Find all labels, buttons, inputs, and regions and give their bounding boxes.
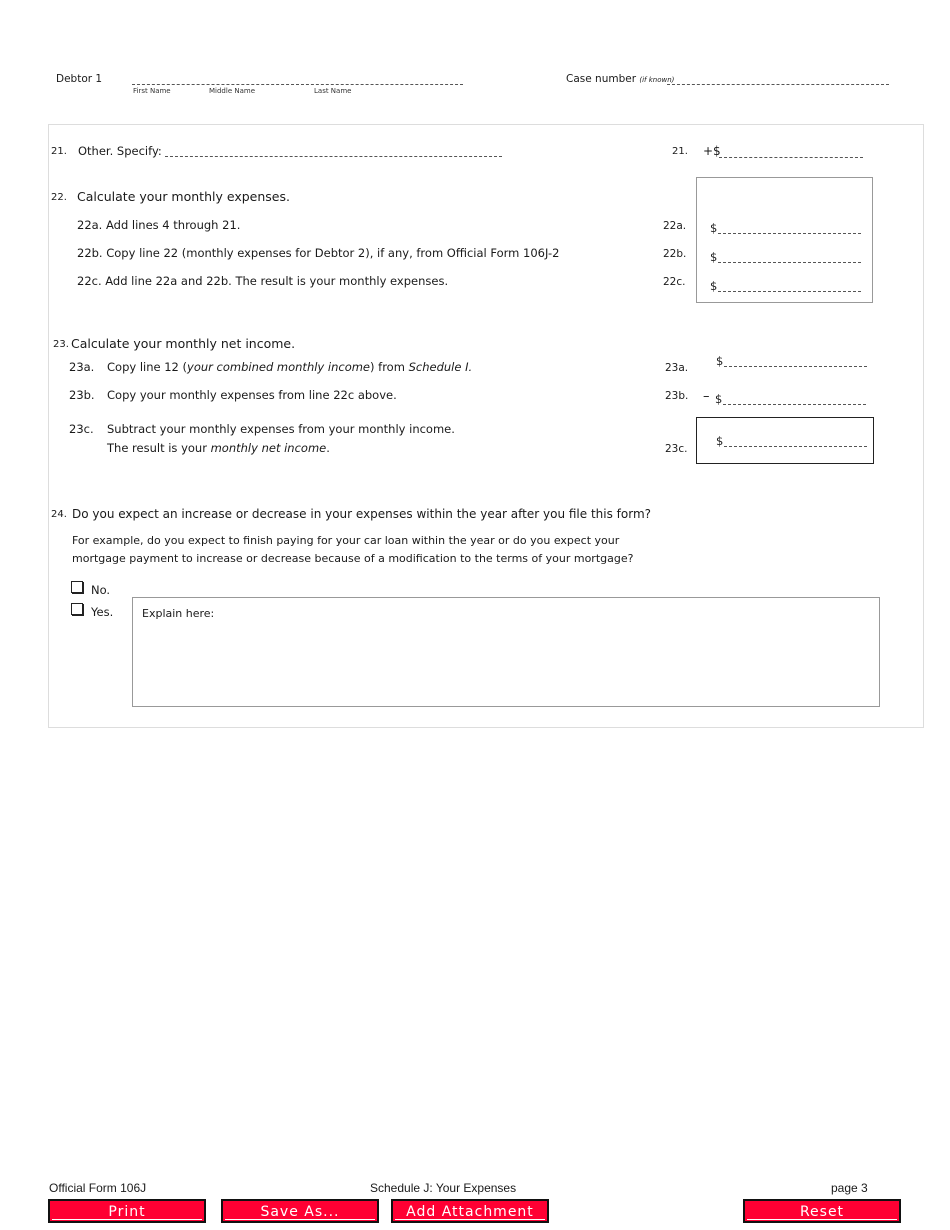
last-name-label: Last Name	[314, 87, 352, 95]
if-known-note: (if known)	[639, 76, 675, 84]
debtor-label: Debtor 1	[56, 73, 103, 85]
line-22c-amount-field[interactable]	[718, 291, 861, 292]
footer-form-name: Official Form 106J	[49, 1181, 147, 1195]
line-23a-dollar: $	[716, 354, 724, 368]
save-as-button-label: Save As...	[260, 1204, 340, 1220]
line-23a-ref: 23a.	[665, 362, 689, 374]
line-23a-text-2: ) from	[370, 360, 409, 374]
line-22b-label: 22b. Copy line 22 (monthly expenses for Debtor 2), if any, from Official Form 106J-2	[77, 246, 560, 260]
line-23c-emphasis: monthly net income	[210, 441, 327, 455]
reset-button[interactable]	[743, 1199, 901, 1223]
no-label: No.	[91, 583, 111, 597]
line-23a-number: 23a.	[69, 360, 95, 374]
no-checkbox[interactable]	[71, 581, 83, 593]
line-23-number: 23.	[53, 339, 69, 350]
save-as-button[interactable]	[221, 1199, 379, 1223]
line-23c-line-2	[107, 441, 330, 455]
line-22a-dollar: $	[710, 221, 718, 235]
line-24-question: Do you expect an increase or decrease in your expenses within the year after you file this form?	[72, 507, 652, 521]
line-23c-line-1: Subtract your monthly expenses from your monthly income.	[107, 422, 455, 436]
yes-label: Yes.	[91, 605, 114, 619]
line-21-ref: 21.	[672, 146, 688, 157]
line-22-total-box	[696, 177, 873, 303]
line-23b-label: Copy your monthly expenses from line 22c above.	[107, 388, 397, 402]
line-22c-ref: 22c.	[663, 276, 686, 288]
middle-name-label: Middle Name	[209, 87, 255, 95]
add-attachment-button[interactable]	[391, 1199, 549, 1223]
line-22a-amount-field[interactable]	[718, 233, 861, 234]
line-23a-text-1: Copy line 12 (	[107, 360, 188, 374]
line-23b-ref: 23b.	[665, 390, 689, 402]
line-23c-period: .	[326, 441, 330, 455]
line-22a-ref: 22a.	[663, 220, 687, 232]
line-23a-emphasis-1: your combined monthly income	[187, 360, 371, 374]
line-23b-dollar: $	[715, 392, 723, 406]
line-23b-minus: –	[703, 389, 710, 404]
explain-textarea[interactable]	[132, 597, 880, 707]
line-23-label: Calculate your monthly net income.	[71, 336, 296, 351]
debtor-name-field[interactable]	[132, 84, 463, 85]
line-21-amount-field[interactable]	[719, 157, 863, 158]
line-23c-amount-field[interactable]	[724, 446, 867, 447]
line-22a-label: 22a. Add lines 4 through 21.	[77, 218, 241, 232]
first-name-label: First Name	[133, 87, 171, 95]
line-23c-ref: 23c.	[665, 443, 688, 455]
add-attachment-button-label: Add Attachment	[406, 1204, 534, 1220]
line-22b-amount-field[interactable]	[718, 262, 861, 263]
line-24-example-2: mortgage payment to increase or decrease because of a modification to the terms of your mortgage?	[72, 552, 634, 565]
line-22c-dollar: $	[710, 279, 718, 293]
print-button-label: Print	[108, 1204, 146, 1220]
line-24-number: 24.	[51, 509, 67, 520]
print-button[interactable]	[48, 1199, 206, 1223]
case-number-label	[566, 73, 674, 85]
footer-page-number: page 3	[831, 1181, 868, 1195]
reset-button-label: Reset	[799, 1204, 845, 1220]
line-22-number: 22.	[51, 192, 67, 203]
line-23c-number: 23c.	[69, 422, 94, 436]
line-23b-number: 23b.	[69, 388, 95, 402]
yes-checkbox[interactable]	[71, 603, 83, 615]
case-number-field[interactable]	[667, 84, 889, 85]
line-23a-label	[107, 360, 472, 374]
line-22-label: Calculate your monthly expenses.	[77, 189, 290, 204]
line-22b-ref: 22b.	[663, 248, 687, 260]
line-21-prefix: +$	[703, 144, 721, 158]
line-22b-dollar: $	[710, 250, 718, 264]
line-21-number: 21.	[51, 146, 67, 157]
line-22c-label: 22c. Add line 22a and 22b. The result is your monthly expenses.	[77, 274, 449, 288]
case-number-text: Case number	[566, 73, 637, 85]
line-23a-emphasis-2: Schedule I.	[408, 360, 473, 374]
footer-schedule-title: Schedule J: Your Expenses	[370, 1181, 517, 1195]
line-24-example-1: For example, do you expect to finish paying for your car loan within the year or do you expect your	[72, 534, 620, 547]
line-23c-dollar: $	[716, 434, 724, 448]
line-23a-amount-field[interactable]	[724, 366, 867, 367]
explain-label: Explain here:	[142, 607, 215, 620]
line-23b-amount-field[interactable]	[723, 404, 866, 405]
line-23c-line-2-text: The result is your	[107, 441, 211, 455]
line-21-specify-field[interactable]	[165, 156, 502, 157]
line-21-label: Other. Specify:	[78, 144, 162, 158]
